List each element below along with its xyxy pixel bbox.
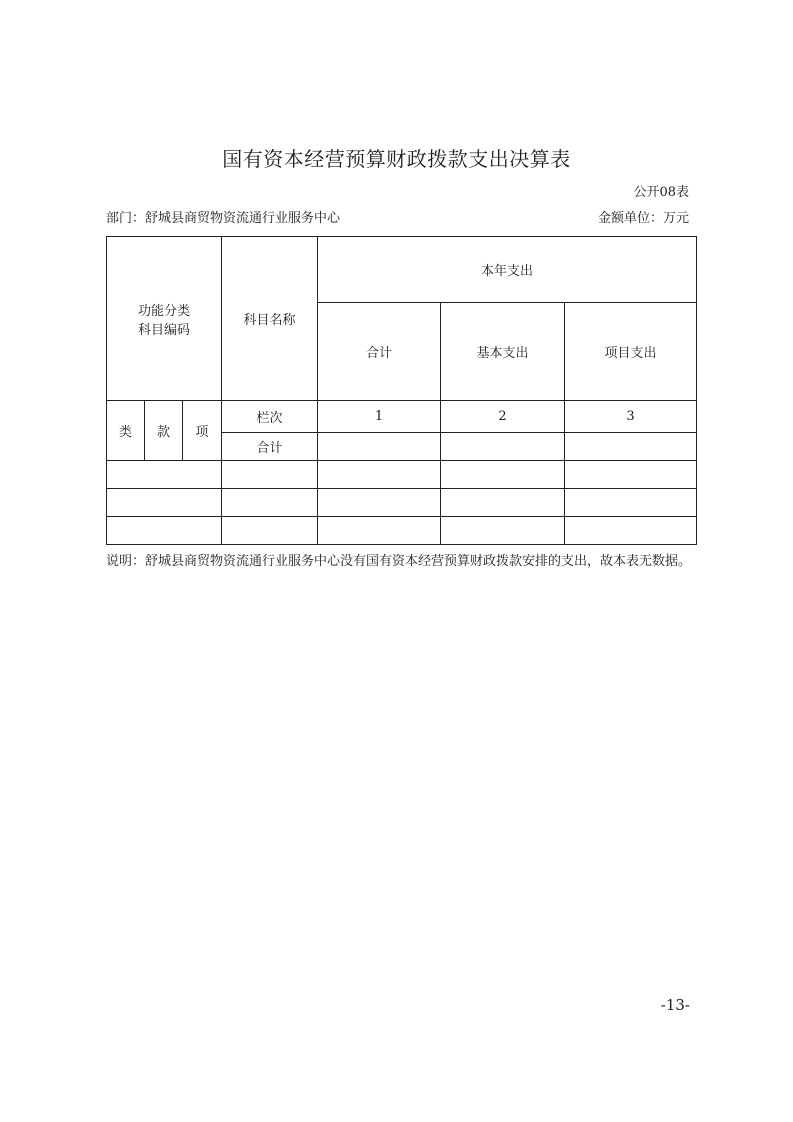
- header-subject-name: 科目名称: [222, 237, 318, 401]
- table-cell: [318, 517, 441, 545]
- row-total-label: 合计: [222, 433, 318, 461]
- table-note: 说明：舒城县商贸物资流通行业服务中心没有国有资本经营预算财政拨款安排的支出，故本表无数据。: [106, 554, 692, 569]
- table-row: [107, 489, 697, 517]
- column-index-2: 2: [441, 401, 565, 433]
- table-cell: [441, 517, 565, 545]
- header-current-year-expense: 本年支出: [318, 237, 697, 303]
- table-cell: [222, 461, 318, 489]
- page-title: 国有资本经营预算财政拨款支出决算表: [222, 147, 571, 171]
- table-cell: [107, 489, 222, 517]
- table-cell: [107, 461, 222, 489]
- header-function-classification: [107, 237, 222, 401]
- page-number: -13-: [660, 996, 690, 1014]
- header-item: 项: [183, 401, 222, 461]
- table-cell: [565, 461, 697, 489]
- table-cell: [441, 461, 565, 489]
- table-cell: [565, 489, 697, 517]
- row-column-index-label: 栏次: [222, 401, 318, 433]
- column-index-3: 3: [565, 401, 697, 433]
- table-cell: [318, 461, 441, 489]
- table-cell: [107, 517, 222, 545]
- expense-table: [106, 236, 697, 545]
- amount-unit-label: 金额单位：万元: [597, 211, 689, 226]
- total-value-total: [318, 433, 441, 461]
- column-index-1: 1: [318, 401, 441, 433]
- header-project-expense: 项目支出: [565, 303, 697, 401]
- table-cell: [565, 517, 697, 545]
- table-cell: [441, 489, 565, 517]
- table-cell: [318, 489, 441, 517]
- department-label: 部门：舒城县商贸物资流通行业服务中心: [106, 211, 341, 226]
- table-cell: [222, 489, 318, 517]
- table-row: [107, 517, 697, 545]
- table-row: [107, 461, 697, 489]
- total-value-basic: [441, 433, 565, 461]
- header-total: 合计: [318, 303, 441, 401]
- header-function-classification-line2: 科目编码: [137, 322, 190, 338]
- table-cell: [222, 517, 318, 545]
- header-category: 类: [107, 401, 145, 461]
- header-function-classification-line1: 功能分类: [137, 303, 190, 319]
- header-section: 款: [145, 401, 183, 461]
- total-value-project: [565, 433, 697, 461]
- header-basic-expense: 基本支出: [441, 303, 565, 401]
- form-code: 公开08表: [633, 185, 689, 200]
